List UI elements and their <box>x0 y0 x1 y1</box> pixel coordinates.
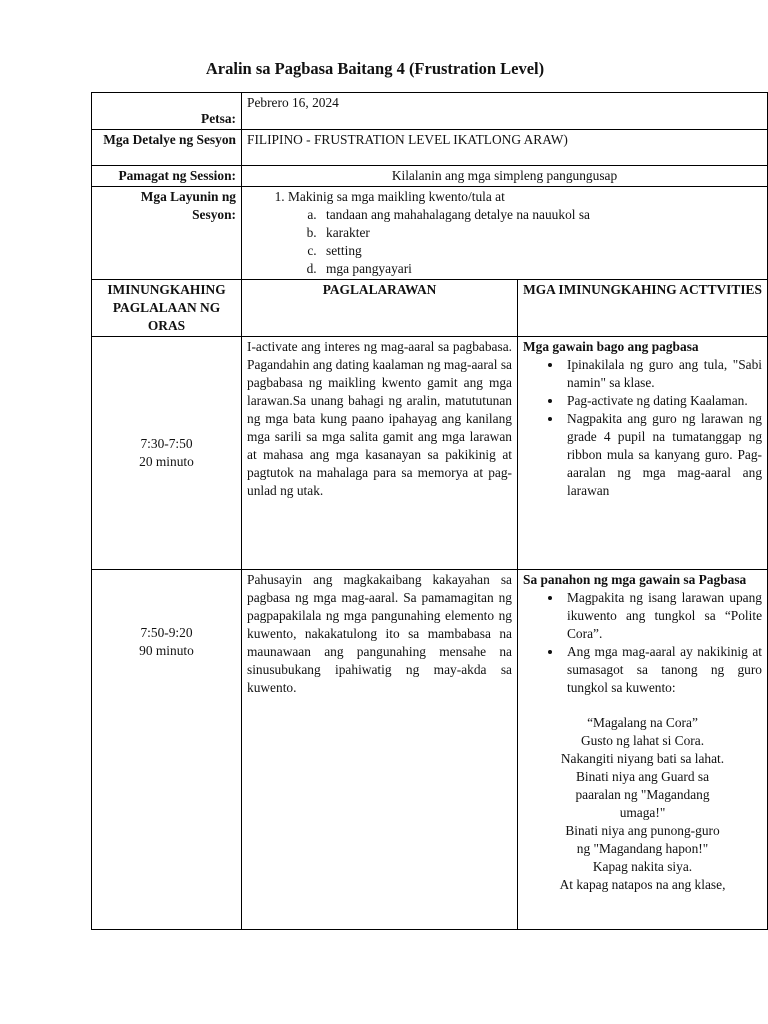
poem-line: ng "Magandang hapon!" <box>576 841 709 856</box>
poem-line: Gusto ng lahat si Cora. <box>580 733 705 748</box>
detalye-value: FILIPINO - FRUSTRATION LEVEL IKATLONG ARAW) <box>242 130 768 166</box>
activities-cell <box>518 337 768 570</box>
objective-sublist <box>288 206 762 278</box>
objective-subitem: d. mga pangyayari <box>320 260 762 278</box>
petsa-value: Pebrero 16, 2024 <box>242 93 768 130</box>
time-cell <box>92 570 242 930</box>
time-duration: 90 minuto <box>139 643 194 658</box>
activity-item: • Nagpakita ang guro ng larawan ng grade 4 pupil na tumatanggap ng ribbon mula sa kanyang guro. Pag-aaralan ng mga mag-aaral ang larawan <box>563 410 762 500</box>
pamagat-value: Kilalanin ang mga simpleng pangungusap <box>242 166 768 187</box>
poem-line: Nakangiti niyang bati sa lahat. <box>560 751 725 766</box>
description-cell: I-activate ang interes ng mag-aaral sa pagbabasa. Pagandahin ang dating kaalaman ng mag-aaral sa pagbabasa ng maikling kwento gamit ang mga larawan.Sa unang bahagi ng aralin, matututunan ng mga bata kung paano ipahayag ang kanilang mga sarili sa mga salita gamit ang mga larawan at mahasa ang mga kasanayan sa pakikinig at pagtutok na mahalaga para sa memorya at pag-unlad ng utak. <box>242 337 518 570</box>
lesson-plan-table <box>91 92 768 930</box>
poem-line: umaga!" <box>619 805 666 820</box>
time-cell <box>92 337 242 570</box>
activity-item: • Ipinakilala ng guro ang tula, "Sabi namin" sa klase. <box>563 356 762 392</box>
objective-main: Makinig sa mga maikling kwento/tula at <box>288 189 505 204</box>
activity-item: • Magpakita ng isang larawan upang ikuwento ang tungkol sa “Polite Cora”. <box>563 589 762 643</box>
poem-line: Binati niya ang punong-guro <box>565 823 720 838</box>
petsa-row <box>92 93 768 130</box>
poem-line: Binati niya ang Guard sa <box>575 769 710 784</box>
description-cell: Pahusayin ang magkakaibang kakayahan sa pagbasa ng mga mag-aaral. Sa pamamagitan ng pagpapakilala ng mga pangunahing elemento ng kuwento, nakakatulong ito sa mambabasa na maunawaan ang pangunahing mensahe na sinusubukang ipahiwatig ng may-akda sa kuwento. <box>242 570 518 930</box>
document-title: Aralin sa Pagbasa Baitang 4 (Frustration Level) <box>205 59 545 78</box>
objective-subitem: c. setting <box>320 242 762 260</box>
objective-subitem: a. tandaan ang mahahalagang detalye na nauukol sa <box>320 206 762 224</box>
session-row <box>92 570 768 930</box>
activities-cell <box>518 570 768 930</box>
detalye-row <box>92 130 768 166</box>
activities-list <box>523 589 762 697</box>
session-row <box>92 337 768 570</box>
activities-list <box>523 356 762 500</box>
poem-line: paaralan ng "Magandang <box>575 787 710 802</box>
header-time: IMINUNGKAHING PAGLALAAN NG ORAS <box>92 280 242 337</box>
pamagat-row <box>92 166 768 187</box>
activity-item: • Ang mga mag-aaral ay nakikinig at sumasagot sa tanong ng guro tungkol sa kuwento: <box>563 643 762 697</box>
objectives-list <box>247 188 762 278</box>
poem-line: Kapag nakita siya. <box>592 859 693 874</box>
poem-line: At kapag natapos na ang klase, <box>559 877 726 892</box>
header-activities: MGA IMINUNGKAHING ACTTVITIES <box>518 280 768 337</box>
layunin-value <box>242 187 768 280</box>
poem-text <box>523 714 762 894</box>
activities-heading: Sa panahon ng mga gawain sa Pagbasa <box>523 572 747 587</box>
time-duration: 20 minuto <box>139 454 194 469</box>
layunin-row <box>92 187 768 280</box>
header-description: PAGLALARAWAN <box>242 280 518 337</box>
header-row <box>92 280 768 337</box>
activities-heading: Mga gawain bago ang pagbasa <box>523 339 699 354</box>
layunin-label: Mga Layunin ng Sesyon: <box>92 187 242 280</box>
detalye-label: Mga Detalye ng Sesyon <box>92 130 242 166</box>
objective-item <box>288 188 762 278</box>
time-range: 7:30-7:50 <box>140 436 193 451</box>
time-range: 7:50-9:20 <box>140 625 193 640</box>
pamagat-label: Pamagat ng Session: <box>92 166 242 187</box>
activity-item: • Pag-activate ng dating Kaalaman. <box>563 392 762 410</box>
petsa-label: Petsa: <box>92 93 242 130</box>
poem-line: “Magalang na Cora” <box>587 715 698 730</box>
objective-subitem: b. karakter <box>320 224 762 242</box>
